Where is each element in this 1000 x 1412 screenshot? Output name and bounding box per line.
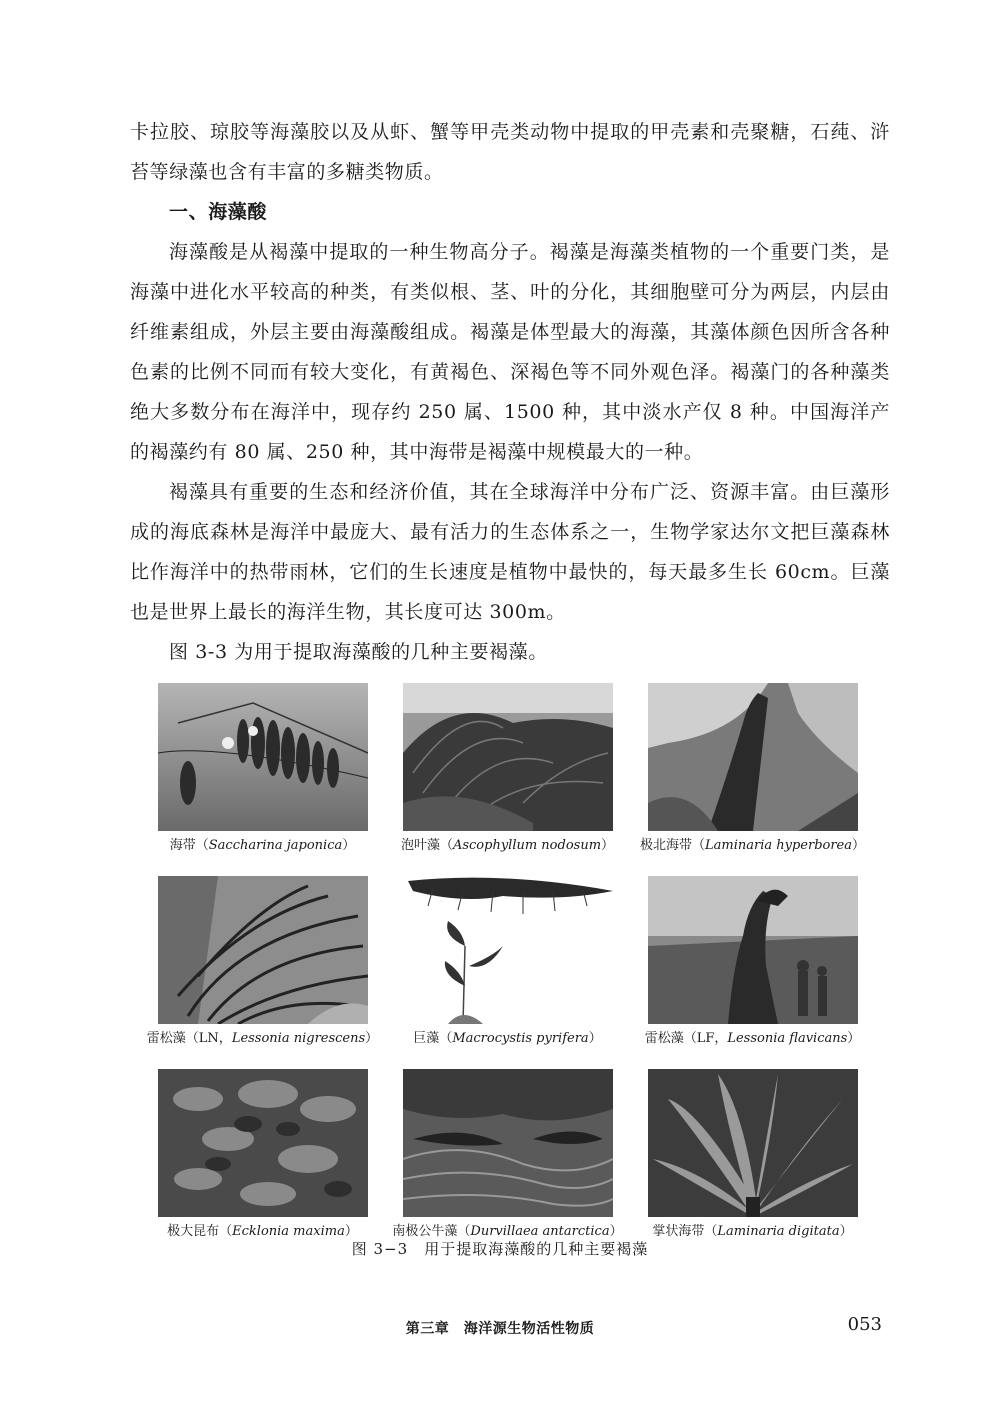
figure-caption: 南极公牛藻（Durvillaea antarctica） bbox=[392, 1224, 623, 1239]
ascophyllum-photo bbox=[403, 683, 613, 831]
figure-caption: 极大昆布（Ecklonia maxima） bbox=[167, 1224, 358, 1239]
paragraph-ecology: 褐藻具有重要的生态和经济价值，其在全球海洋中分布广泛、资源丰富。由巨藻形成的海底森林是海洋中最庞大、最有活力的生态体系之一，生物学家达尔文把巨藻森林比作海洋中的热带雨林，它们的生长速度是植物中最快的，每天最多生长 60cm。巨藻也是世界上最长的海洋生物，其长度可达 300m。 bbox=[130, 481, 890, 623]
page-number: 053 bbox=[847, 1314, 882, 1335]
figure-caption: 海带（Saccharina japonica） bbox=[169, 838, 356, 853]
figure-caption: 掌状海带（Laminaria digitata） bbox=[652, 1224, 853, 1239]
figure-caption: 极北海带（Laminaria hyperborea） bbox=[639, 838, 866, 853]
figure-caption: 雷松藻（LN，Lessonia nigrescens） bbox=[146, 1031, 379, 1046]
figure-cell bbox=[630, 683, 875, 876]
lessonia-nigrescens-photo bbox=[158, 876, 368, 1024]
figure-cell bbox=[385, 683, 630, 876]
paragraph-alginate-definition: 海藻酸是从褐藻中提取的一种生物高分子。褐藻是海藻类植物的一个重要门类，是海藻中进化水平较高的种类，有类似根、茎、叶的分化，其细胞壁可分为两层，内层由纤维素组成，外层主要由海藻酸组成。褐藻是体型最大的海藻，其藻体颜色因所含各种色素的比例不同而有较大变化，有黄褐色、深褐色等不同外观色泽。褐藻门的各种藻类绝大多数分布在海洋中，现存约 250 属、1500 种，其中淡水产仅 8 种。中国海洋产的褐藻约有 80 属、250 种，其中海带是褐藻中规模最大的一种。 bbox=[130, 241, 890, 463]
figure-row bbox=[140, 683, 875, 876]
figure-caption: 雷松藻（LF，Lessonia flavicans） bbox=[644, 1031, 861, 1046]
seaweed-figure-grid bbox=[140, 683, 875, 1262]
paragraph-intro: 卡拉胶、琼胶等海藻胶以及从虾、蟹等甲壳类动物中提取的甲壳素和壳聚糖，石莼、浒苔等绿藻也含有丰富的多糖类物质。 bbox=[130, 121, 890, 183]
figure-row bbox=[140, 876, 875, 1069]
laminaria-hyperborea-photo bbox=[648, 683, 858, 831]
footer-chapter-title: 第三章 海洋源生物活性物质 bbox=[405, 1321, 595, 1337]
saccharina-photo bbox=[158, 683, 368, 831]
durvillaea-photo bbox=[403, 1069, 613, 1217]
ecklonia-photo bbox=[158, 1069, 368, 1217]
figure-cell bbox=[385, 876, 630, 1069]
section-heading: 一、海藻酸 bbox=[169, 201, 268, 223]
figure-caption: 泡叶藻（Ascophyllum nodosum） bbox=[400, 838, 615, 853]
macrocystis-photo bbox=[403, 876, 613, 1024]
paragraph-figure-reference: 图 3-3 为用于提取海藻酸的几种主要褐藻。 bbox=[169, 641, 548, 663]
laminaria-digitata-photo bbox=[648, 1069, 858, 1217]
figure-cell bbox=[630, 876, 875, 1069]
figure-cell bbox=[140, 1069, 385, 1262]
figure-cell bbox=[385, 1069, 630, 1262]
figure-row bbox=[140, 1069, 875, 1262]
lessonia-flavicans-photo bbox=[648, 876, 858, 1024]
figure-cell bbox=[140, 876, 385, 1069]
figure-title: 图 3−3 用于提取海藻酸的几种主要褐藻 bbox=[351, 1240, 649, 1258]
figure-cell bbox=[140, 683, 385, 876]
body-text bbox=[130, 112, 890, 672]
figure-cell bbox=[630, 1069, 875, 1262]
figure-caption: 巨藻（Macrocystis pyrifera） bbox=[413, 1031, 602, 1046]
